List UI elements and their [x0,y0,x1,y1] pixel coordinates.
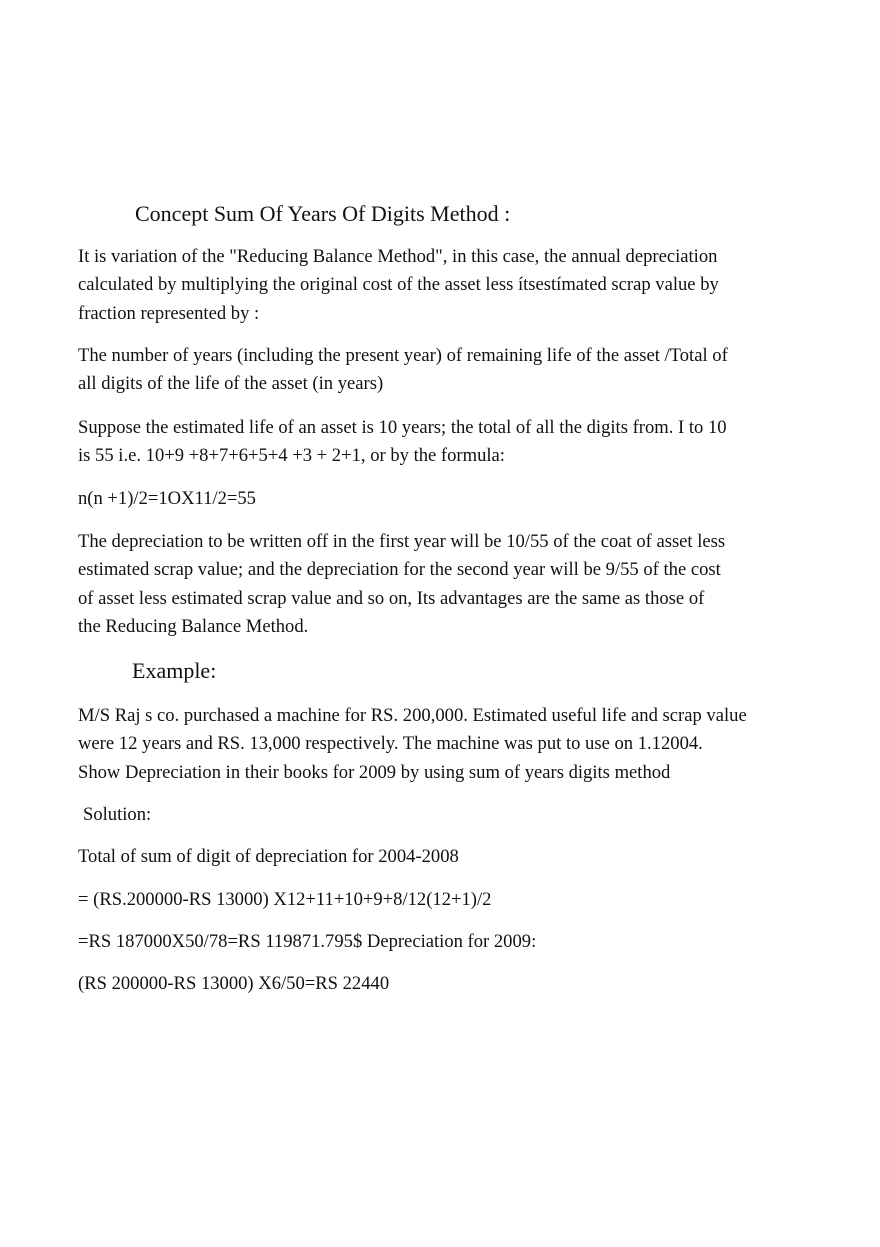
suppose-paragraph [78,414,818,471]
solution-line: Total of sum of digit of depreciation for 2004-2008 [78,846,459,867]
solution-line-1-block [78,843,818,871]
depreciation-paragraph [78,528,818,641]
paragraph-line: The depreciation to be written off in the first year will be 10/55 of the coat of asset less [78,531,726,552]
solution-line: =RS 187000X50/78=RS 119871.795$ Depreciation for 2009: [78,931,537,952]
example-heading: Example: [132,658,217,683]
solution-line-3-block [78,928,818,956]
paragraph-line: is 55 i.e. 10+9 +8+7+6+5+4 +3 + 2+1, or by the formula: [78,445,505,467]
paragraph-line: The number of years (including the present year) of remaining life of the asset /Total of [78,345,728,366]
formula-text: n(n +1)/2=1OX11/2=55 [78,488,256,509]
paragraph-line: of asset less estimated scrap value and so on, Its advantages are the same as those of [78,587,705,609]
paragraph-line: It is variation of the "Reducing Balance Method", in this case, the annual depreciation [78,246,718,267]
paragraph-line: all digits of the life of the asset (in years) [78,373,384,395]
solution-line: (RS 200000-RS 13000) X6/50=RS 22440 [78,973,390,994]
paragraph-line: the Reducing Balance Method. [78,615,309,637]
solution-line: = (RS.200000-RS 13000) X12+11+10+9+8/12(12+1)/2 [78,889,492,910]
paragraph-line: Suppose the estimated life of an asset is 10 years; the total of all the digits from. I to 10 [78,417,727,438]
solution-line-2-block [78,886,818,914]
solution-line-4-block [78,970,818,998]
paragraph-line: were 12 years and RS. 13,000 respectively. The machine was put to use on 1.12004. [78,733,703,755]
formula-line [78,485,818,513]
paragraph-line: Show Depreciation in their books for 2009 by using sum of years digits method [78,761,671,783]
solution-label-block [83,801,823,829]
paragraph-line: estimated scrap value; and the depreciation for the second year will be 9/55 of the cost [78,559,721,581]
paragraph-line: calculated by multiplying the original cost of the asset less ítsestímated scrap value by [78,274,719,296]
solution-label: Solution: [83,804,152,825]
intro-paragraph [78,243,818,328]
paragraph-line: M/S Raj s co. purchased a machine for RS. 200,000. Estimated useful life and scrap value [78,705,747,726]
paragraph-line: fraction represented by : [78,302,260,324]
fraction-paragraph [78,342,818,399]
page-title: Concept Sum Of Years Of Digits Method : [135,201,511,226]
example-paragraph [78,702,818,787]
